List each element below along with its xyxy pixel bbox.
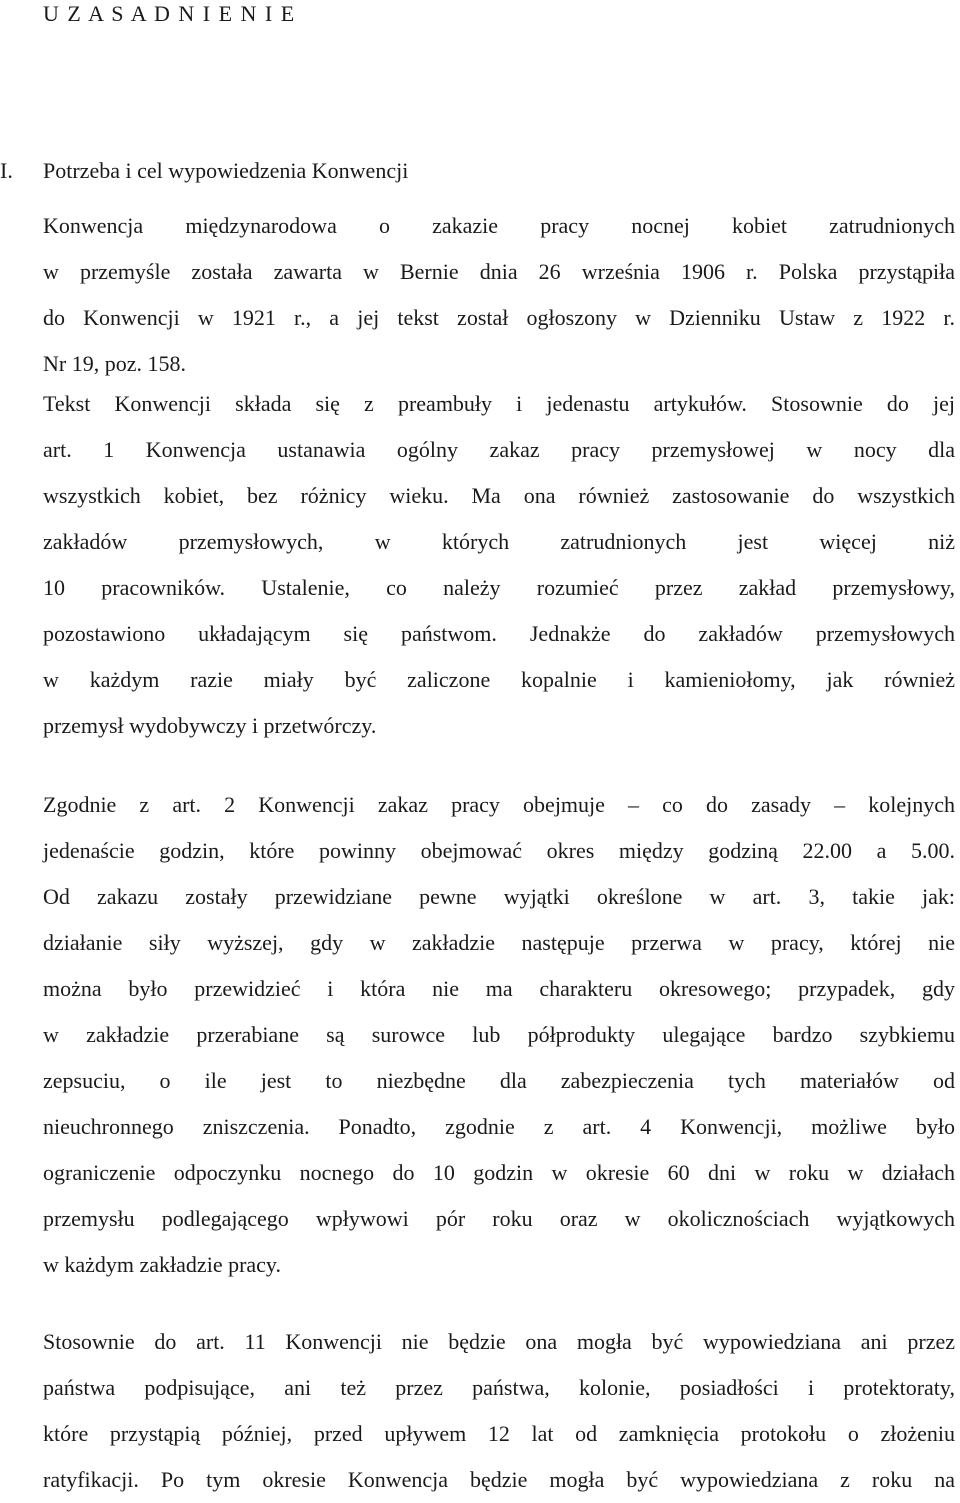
paragraph-line: art. 1 Konwencja ustanawia ogólny zakaz pracy przemysłowej w nocy dla — [43, 437, 955, 462]
paragraph-line: państwa podpisujące, ani też przez państwa, kolonie, posiadłości i protektoraty, — [43, 1375, 955, 1400]
paragraph-line: zakładów przemysłowych, w których zatrudnionych jest więcej niż — [43, 529, 955, 554]
paragraph-line: zepsuciu, o ile jest to niezbędne dla zabezpieczenia tych materiałów od — [43, 1068, 955, 1093]
paragraph-line: wszystkich kobiet, bez różnicy wieku. Ma ona również zastosowanie do wszystkich — [43, 483, 955, 508]
paragraph-line: przemysłu podlegającego wpływowi pór roku oraz w okolicznościach wyjątkowych — [43, 1206, 955, 1231]
paragraph-line: Od zakazu zostały przewidziane pewne wyjątki określone w art. 3, takie jak: — [43, 884, 955, 909]
paragraph-line: w każdym zakładzie pracy. — [43, 1252, 282, 1277]
paragraph-line: Zgodnie z art. 2 Konwencji zakaz pracy obejmuje – co do zasady – kolejnych — [43, 792, 955, 817]
paragraph-line: w przemyśle została zawarta w Bernie dnia 26 września 1906 r. Polska przystąpiła — [43, 259, 955, 284]
paragraph-line: ograniczenie odpoczynku nocnego do 10 godzin w okresie 60 dni w roku w działach — [43, 1160, 955, 1185]
paragraph-2 — [43, 381, 955, 749]
paragraph-line: do Konwencji w 1921 r., a jej tekst został ogłoszony w Dzienniku Ustaw z 1922 r. — [43, 305, 955, 330]
paragraph-line: Tekst Konwencji składa się z preambuły i jedenastu artykułów. Stosownie do jej — [43, 391, 955, 416]
paragraph-line: Stosownie do art. 11 Konwencji nie będzie ona mogła być wypowiedziana ani przez — [43, 1329, 955, 1354]
document-heading: U Z A S A D N I E N I E — [43, 1, 295, 26]
paragraph-line: przemysł wydobywczy i przetwórczy. — [43, 713, 377, 738]
paragraph-line: Konwencja międzynarodowa o zakazie pracy nocnej kobiet zatrudnionych — [43, 213, 955, 238]
paragraph-line: w każdym razie miały być zaliczone kopalnie i kamieniołomy, jak również — [43, 667, 955, 692]
paragraph-line: można było przewidzieć i która nie ma charakteru okresowego; przypadek, gdy — [43, 976, 955, 1001]
paragraph-line: Nr 19, poz. 158. — [43, 351, 186, 376]
paragraph-line: w zakładzie przerabiane są surowce lub półprodukty ulegające bardzo szybkiemu — [43, 1022, 955, 1047]
paragraph-3 — [43, 782, 955, 1288]
paragraph-1 — [43, 203, 955, 387]
paragraph-line: 10 pracowników. Ustalenie, co należy rozumieć przez zakład przemysłowy, — [43, 575, 955, 600]
paragraph-line: które przystąpią później, przed upływem 12 lat od zamknięcia protokołu o złożeniu — [43, 1421, 955, 1446]
paragraph-line: jedenaście godzin, które powinny obejmować okres między godziną 22.00 a 5.00. — [43, 838, 955, 863]
paragraph-4 — [43, 1319, 955, 1503]
paragraph-line: pozostawiono układającym się państwom. Jednakże do zakładów przemysłowych — [43, 621, 955, 646]
section-title: Potrzeba i cel wypowiedzenia Konwencji — [43, 158, 409, 183]
paragraph-line: ratyfikacji. Po tym okresie Konwencja będzie mogła być wypowiedziana z roku na — [43, 1467, 955, 1492]
paragraph-line: nieuchronnego zniszczenia. Ponadto, zgodnie z art. 4 Konwencji, możliwe było — [43, 1114, 955, 1139]
paragraph-line: działanie siły wyższej, gdy w zakładzie następuje przerwa w pracy, której nie — [43, 930, 955, 955]
section-number: I. — [0, 158, 13, 183]
